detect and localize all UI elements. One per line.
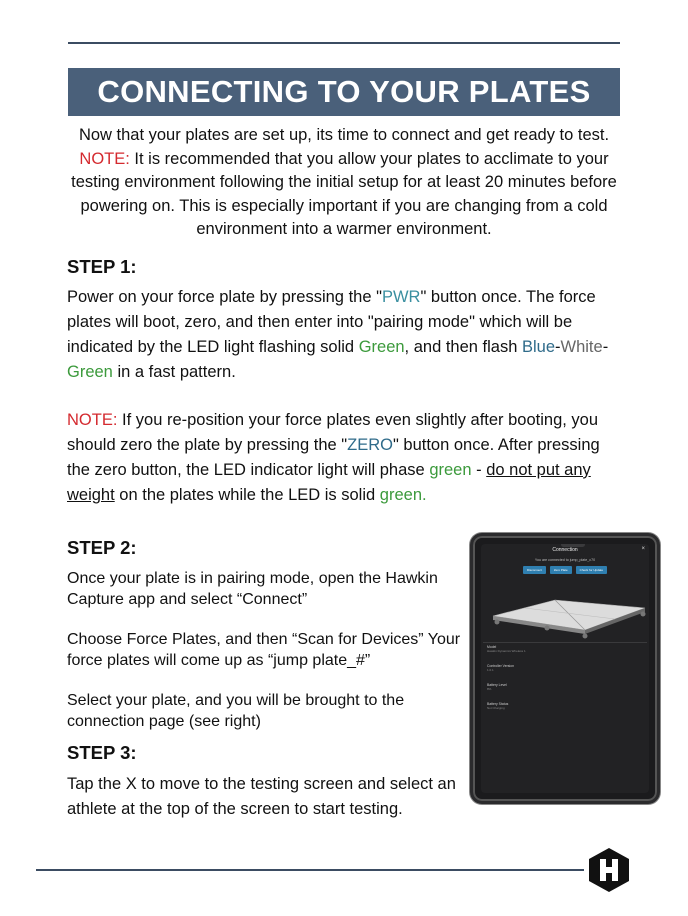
intro-note-label: NOTE: xyxy=(79,149,130,168)
top-divider xyxy=(68,42,620,44)
close-icon: × xyxy=(641,546,645,552)
bottom-divider xyxy=(36,869,584,871)
step1-text-b: " button once. The force plates will boot, zero, and then enter into "pairing mode" which will be indicated by the LED light flashing solid xyxy=(67,288,596,356)
info-battery-status: Battery Status Not Charging xyxy=(487,702,509,710)
svg-text:H: H xyxy=(608,877,610,878)
info-battery-level: Battery Level 8% xyxy=(487,683,507,691)
step2-line-3: Select your plate, and you will be brought to the connection page (see right) xyxy=(67,692,405,730)
connection-title: Connection xyxy=(552,547,578,553)
step1-heading: STEP 1: xyxy=(67,256,137,277)
hawkin-logo-icon xyxy=(588,847,630,893)
note-text-a: If you re-position your force plates even slightly after booting, you should zero the plate by pressing the " xyxy=(67,411,599,454)
step1-text-a: Power on your force plate by pressing the " xyxy=(67,288,382,306)
green-label-2: green. xyxy=(379,486,427,504)
disconnect-button: Disconnect xyxy=(523,566,546,574)
step1-paragraph xyxy=(67,285,627,385)
green-label: green xyxy=(429,461,472,479)
info-model: Model Hawkin Dynamics Wireless 1 xyxy=(487,645,526,653)
white-label: White xyxy=(560,338,603,356)
warning-underline: do not put any weight xyxy=(67,461,591,504)
note-text-c: on the plates while the LED is solid xyxy=(119,486,376,504)
dash: - xyxy=(476,461,482,479)
info-controller: Controller Version 1.0.1 xyxy=(487,664,514,672)
step3-heading: STEP 3: xyxy=(67,742,137,763)
blue-label: Blue xyxy=(521,338,556,356)
intro-text-1: Now that your plates are set up, its time to connect and get ready to test. xyxy=(78,126,610,144)
step2-line-1: Once your plate is in pairing mode, open the Hawkin Capture app and select “Connect” xyxy=(67,570,438,608)
pwr-label: PWR xyxy=(381,288,421,306)
zero-plate-button: Zero Plate xyxy=(550,566,572,574)
step2-line-2: Choose Force Plates, and then “Scan for Devices” Your force plates will come up as “jump plate_#” xyxy=(67,631,461,669)
force-plates-image xyxy=(485,578,649,640)
tablet-illustration xyxy=(470,533,660,804)
note-label: NOTE: xyxy=(67,411,118,429)
step1-text-c: , and then flash xyxy=(404,338,518,356)
step2-heading: STEP 2: xyxy=(67,537,137,558)
divider xyxy=(483,642,647,643)
page-title-banner: CONNECTING TO YOUR PLATES xyxy=(68,68,620,116)
green-label-2: Green xyxy=(67,363,113,381)
dash: - xyxy=(555,338,561,356)
dash: - xyxy=(602,338,609,356)
step1-note-paragraph xyxy=(67,408,627,508)
connection-buttons xyxy=(481,566,649,574)
tablet-screen xyxy=(481,544,649,793)
zero-label: ZERO xyxy=(347,436,393,454)
intro-text-2: It is recommended that you allow your plates to acclimate to your testing environment following the initial setup for at least 20 minutes before powering on. This is especially important if you are changing from a cold environment into a warmer environment. xyxy=(71,149,617,238)
note-text-b: " button once. After pressing the zero button, the LED indicator light will phase xyxy=(67,436,600,479)
green-label: Green xyxy=(358,338,405,356)
check-update-button: Check for Update xyxy=(576,566,607,574)
step3-paragraph: Tap the X to move to the testing screen and select an athlete at the top of the screen to start testing. xyxy=(67,775,456,818)
connection-message: You are connected to jump_plate_c70 xyxy=(534,558,596,562)
intro-paragraph xyxy=(68,124,620,242)
step1-text-d: in a fast pattern. xyxy=(117,363,236,381)
